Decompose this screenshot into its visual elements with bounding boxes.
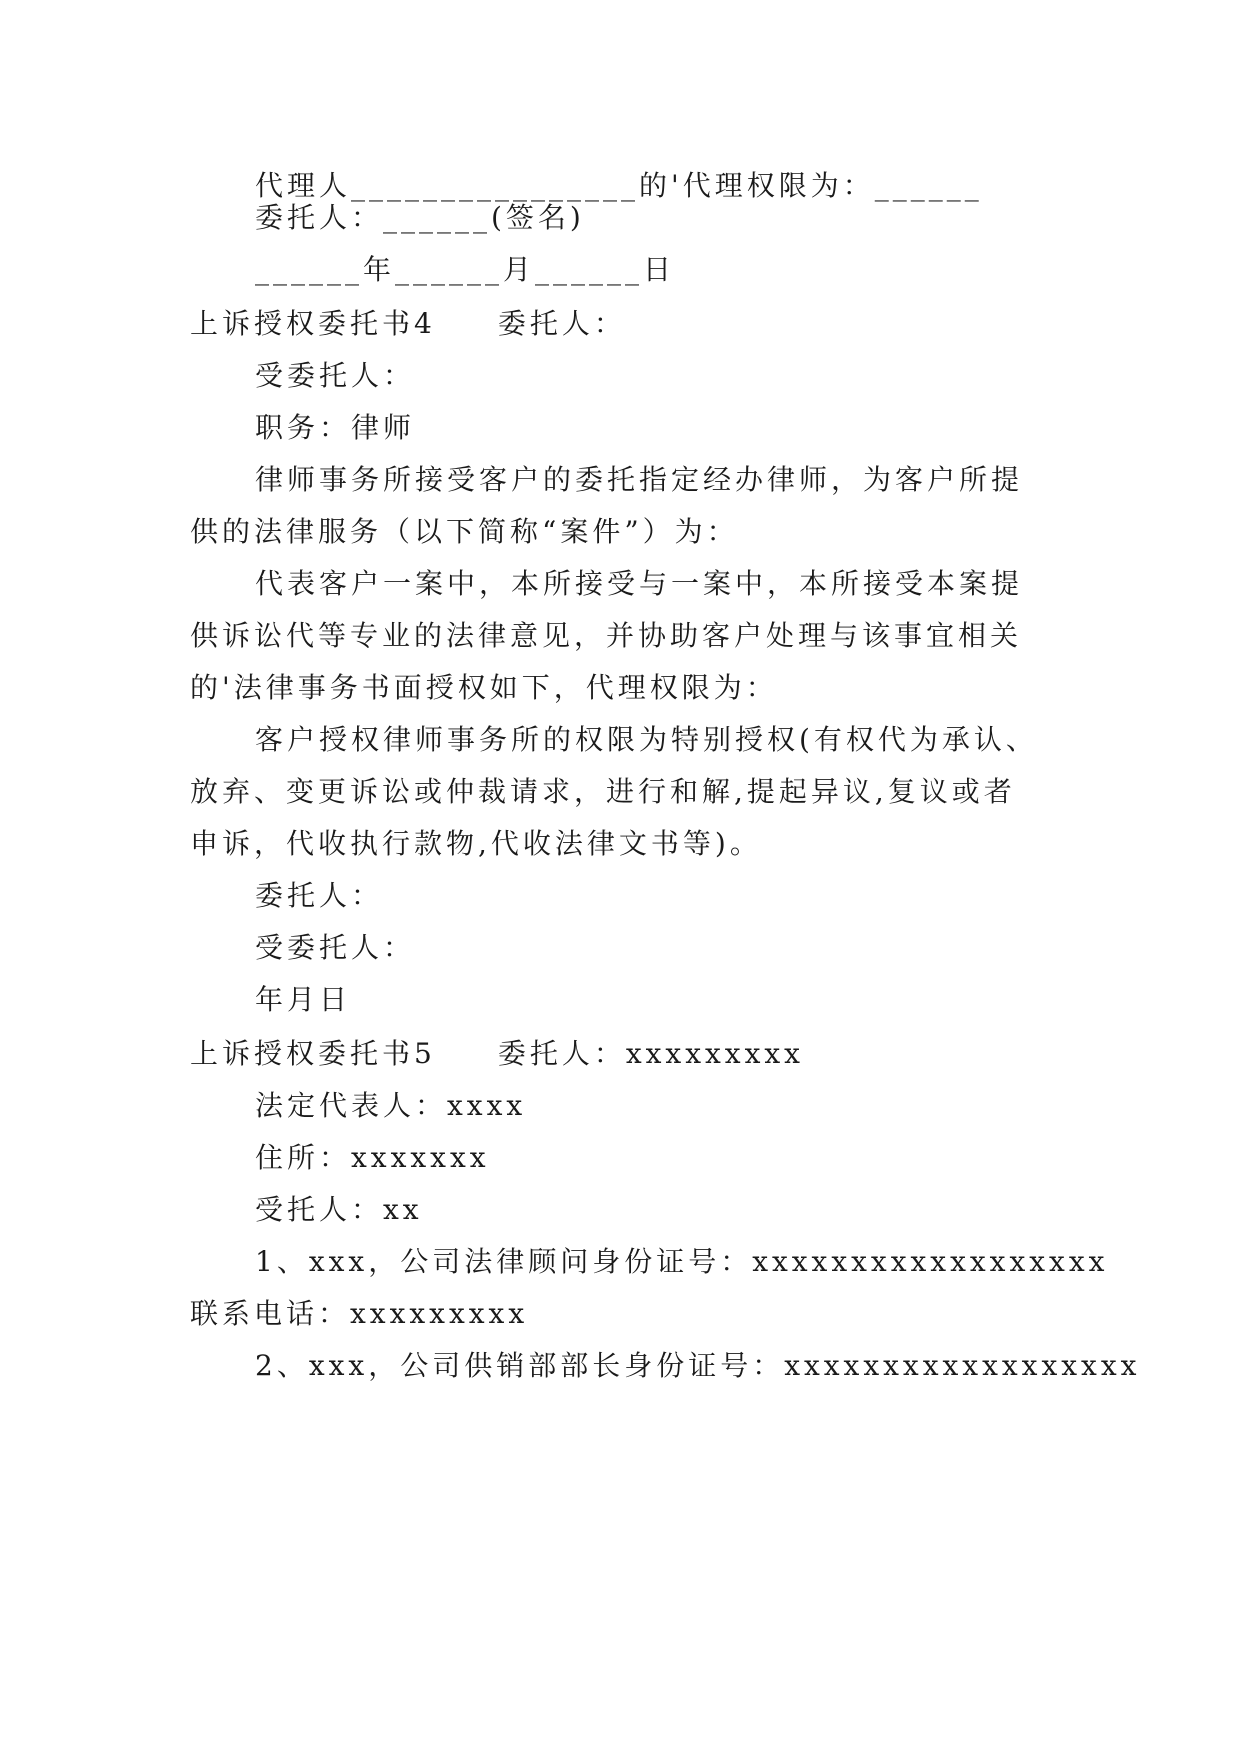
trustee-line: 受托人：xx	[255, 1193, 423, 1226]
date-line: 年月日	[255, 983, 352, 1016]
principal-label: 委托人：xxxxxxxxx	[497, 1037, 804, 1070]
section-heading-5	[190, 1034, 804, 1074]
section-heading-4	[190, 304, 626, 344]
position-line: 职务：律师	[255, 411, 416, 444]
trustee-item-2: 2、xxx，公司供销部部长身份证号：xxxxxxxxxxxxxxxxxx	[255, 1349, 1141, 1382]
principal-signature-line: 委托人：______(签名)	[255, 201, 585, 234]
section-title: 上诉授权委托书5	[190, 1037, 436, 1070]
paragraph-line: 放弃、变更诉讼或仲裁请求，进行和解,提起异议,复议或者	[190, 775, 1016, 808]
agent-label: 受委托人：	[255, 359, 416, 392]
paragraph-line: 客户授权律师事务所的权限为特别授权(有权代为承认、	[255, 723, 1038, 756]
paragraph-line: 律师事务所接受客户的委托指定经办律师，为客户所提	[255, 463, 1024, 496]
paragraph-line: 的'法律事务书面授权如下，代理权限为：	[190, 671, 778, 704]
proxy-authority-line: 代理人________________的'代理权限为：______	[255, 169, 983, 202]
date-line: ______年______月______日	[255, 253, 676, 286]
principal-label: 委托人：	[255, 879, 384, 912]
principal-label: 委托人：	[497, 307, 626, 340]
paragraph-line: 代表客户一案中，本所接受与一案中，本所接受本案提	[255, 567, 1024, 600]
trustee-item-1: 1、xxx，公司法律顾问身份证号：xxxxxxxxxxxxxxxxxx	[255, 1245, 1109, 1278]
paragraph-line: 申诉，代收执行款物,代收法律文书等)。	[190, 827, 762, 860]
address-line: 住所：xxxxxxx	[255, 1141, 490, 1174]
legal-representative-line: 法定代表人：xxxx	[255, 1089, 527, 1122]
contact-phone-line: 联系电话：xxxxxxxxx	[190, 1297, 529, 1330]
agent-label: 受委托人：	[255, 931, 416, 964]
section-title: 上诉授权委托书4	[190, 307, 436, 340]
paragraph-line: 供诉讼代等专业的法律意见，并协助客户处理与该事宜相关	[190, 619, 1023, 652]
paragraph-line: 供的法律服务（以下简称“案件”）为：	[190, 515, 739, 548]
